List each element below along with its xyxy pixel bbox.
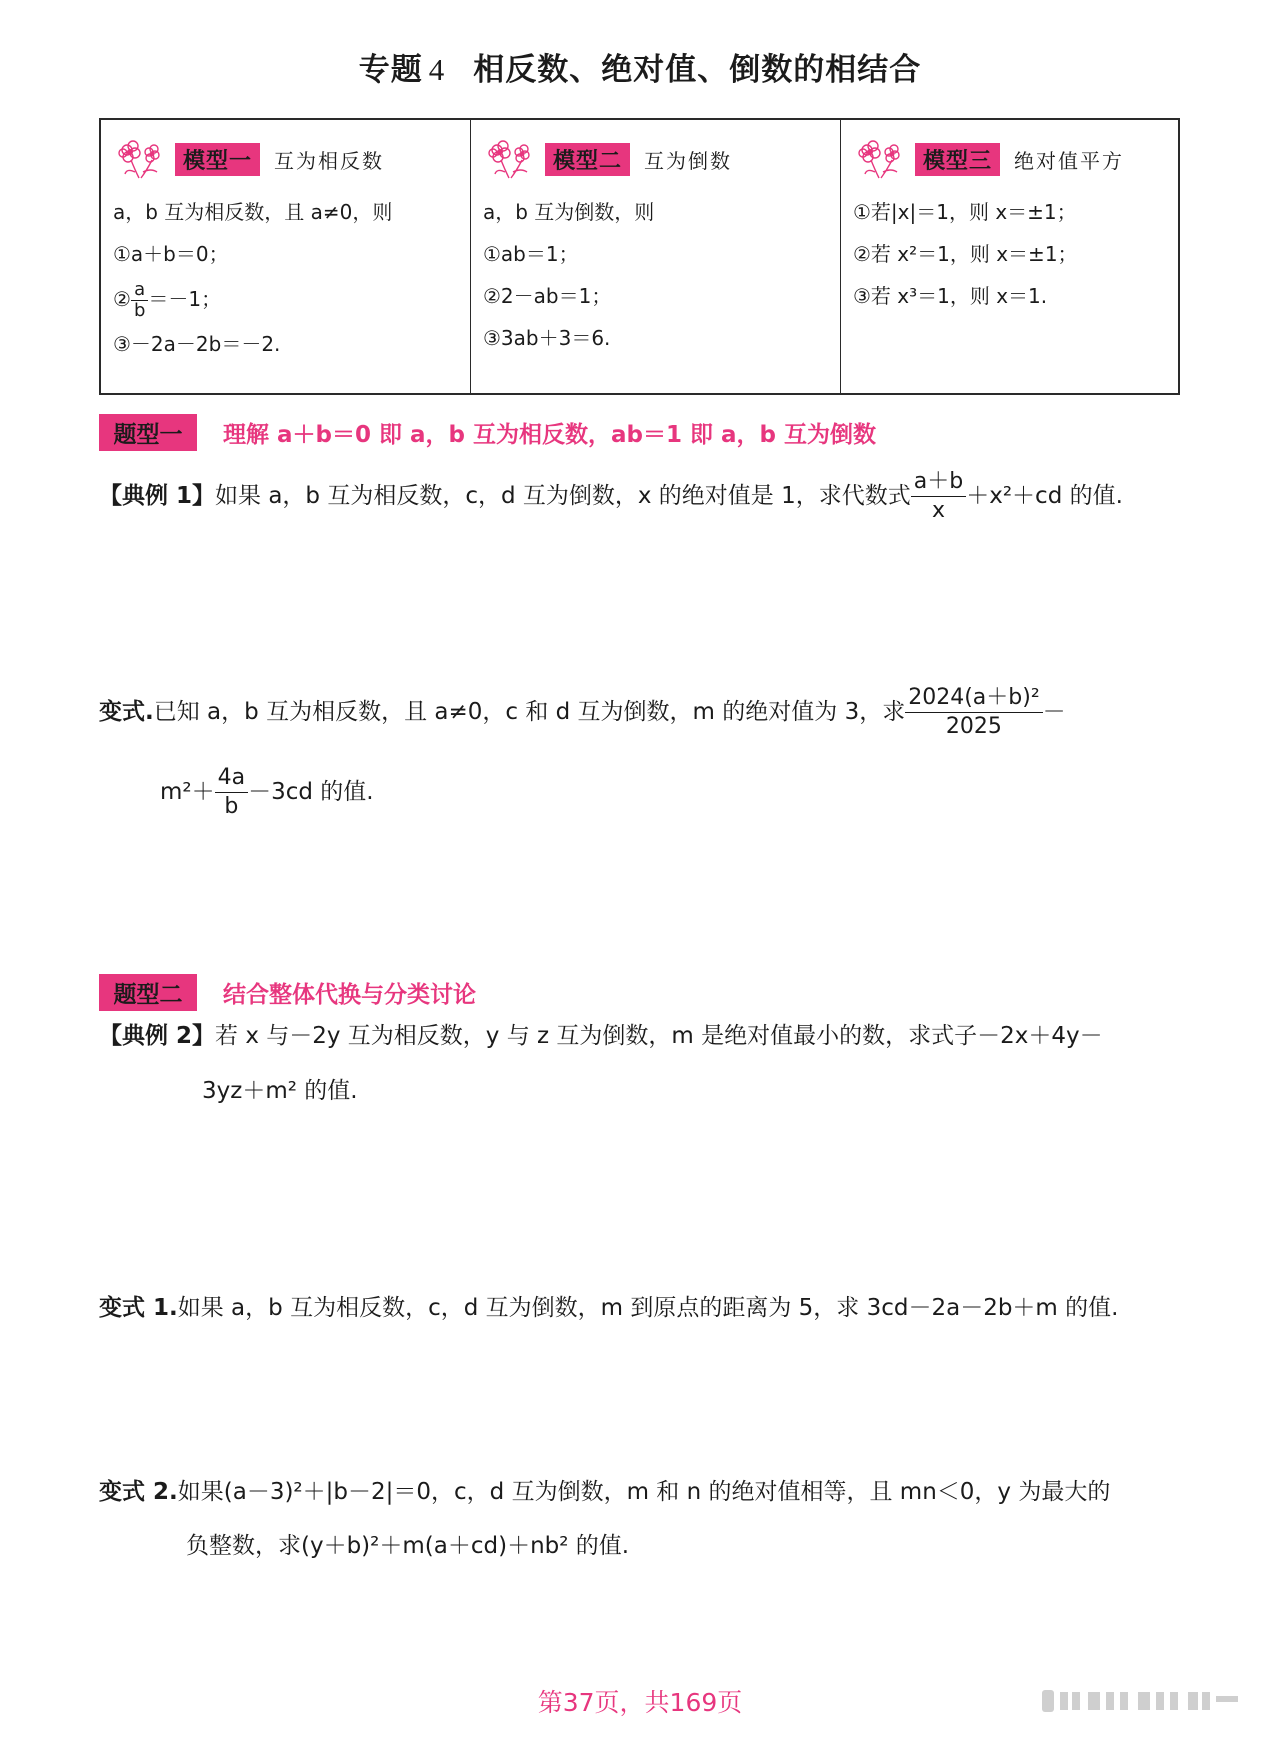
- section-two-text: 结合整体代换与分类讨论: [223, 982, 476, 1008]
- variant-one: [99, 684, 1184, 741]
- variant-two-one: [99, 1284, 1184, 1332]
- model-one-fraction: $\frac{a}{b}$: [131, 280, 148, 321]
- section-two-tag: 题型二: [99, 974, 197, 1011]
- model-two-line-3: ②2－ab＝1；: [483, 284, 612, 308]
- model-three-tag: 模型三: [915, 143, 1000, 176]
- variant-one-fraction-2: $\frac{4a}{b}$: [215, 764, 248, 821]
- title-text: 相反数、绝对值、倒数的相结合: [473, 52, 922, 88]
- section-heading-one: [99, 414, 876, 451]
- model-three-line-2: ②若 x²＝1，则 x＝±1；: [853, 242, 1078, 266]
- variant-one-fraction: $\frac{\text{2024(a＋b)²}}{2025}$: [905, 684, 1042, 741]
- example-two-line-2: 3yz＋m² 的值.: [202, 1078, 358, 1104]
- variant-two-two-label: 变式 2.: [99, 1479, 178, 1505]
- variant-two-two-line-2: 负整数，求(y＋b)²＋m(a＋cd)＋nb² 的值.: [186, 1533, 630, 1559]
- variant-one-tail: －: [1042, 699, 1066, 725]
- model-three-line-3: ③若 x³＝1，则 x＝1.: [853, 284, 1048, 308]
- example-one-fraction: $\frac{a+b}{x}$: [911, 468, 966, 525]
- section-one-text: 理解 a＋b＝0 即 a，b 互为相反数，ab＝1 即 a，b 互为倒数: [223, 422, 876, 448]
- model-two-line-1: a，b 互为倒数，则: [483, 200, 655, 224]
- flower-icon: [853, 138, 913, 180]
- example-one-text: 如果 a，b 互为相反数，c，d 互为倒数，x 的绝对值是 1，求代数式: [215, 483, 911, 509]
- model-one-subtitle: 互为相反数: [274, 148, 385, 173]
- model-summary-box: [99, 118, 1180, 395]
- model-two-subtitle: 互为倒数: [644, 148, 733, 173]
- page-title: [0, 44, 1280, 89]
- model-one-tag: 模型一: [175, 143, 260, 176]
- model-one-line-4: ③－2a－2b＝－2.: [113, 332, 281, 356]
- section-heading-two: [99, 974, 476, 1011]
- variant-one-text: 已知 a，b 互为相反数，且 a≠0，c 和 d 互为倒数，m 的绝对值为 3，求: [153, 699, 906, 725]
- example-one-label: 【典例 1】: [99, 483, 216, 509]
- flower-icon: [483, 138, 543, 180]
- title-number: 4: [428, 52, 446, 87]
- variant-two-two: [99, 1468, 1184, 1516]
- model-one-line-3: ② $\frac{a}{b}$ ＝－1；: [113, 279, 222, 321]
- section-one-tag: 题型一: [99, 414, 197, 451]
- model-three-line-1: ①若|x|＝1，则 x＝±1；: [853, 200, 1077, 224]
- variant-one-line-2: m²＋ $\frac{4a}{b}$ －3cd 的值.: [160, 765, 374, 819]
- variant-two-one-label: 变式 1.: [99, 1295, 178, 1321]
- example-one-tail: ＋x²＋cd 的值.: [966, 483, 1123, 509]
- model-two-line-2: ①ab＝1；: [483, 242, 579, 266]
- model-three-subtitle: 绝对值平方: [1014, 148, 1125, 173]
- example-two-line-1: 若 x 与－2y 互为相反数，y 与 z 互为倒数，m 是绝对值最小的数，求式子－2x＋4y－: [215, 1023, 1103, 1049]
- model-one-column: [101, 120, 471, 393]
- example-one: [99, 468, 1184, 525]
- model-three-column: [841, 120, 1178, 393]
- example-two: [99, 1012, 1184, 1060]
- model-one-line-1: a，b 互为相反数，且 a≠0，则: [113, 200, 393, 224]
- variant-two-one-text: 如果 a，b 互为相反数，c，d 互为倒数，m 到原点的距离为 5，求 3cd－2a－2b＋m 的值.: [177, 1295, 1119, 1321]
- model-two-line-4: ③3ab＋3＝6.: [483, 326, 611, 350]
- model-two-tag: 模型二: [545, 143, 630, 176]
- example-two-label: 【典例 2】: [99, 1023, 216, 1049]
- model-one-line-2: ①a＋b＝0；: [113, 242, 229, 266]
- variant-one-label: 变式.: [99, 699, 154, 725]
- page-counter: 第37页，共169页: [537, 1688, 743, 1717]
- model-two-column: [471, 120, 841, 393]
- page-thumbnail-icon[interactable]: [1042, 1686, 1242, 1716]
- variant-two-two-line-1: 如果(a－3)²＋|b－2|＝0，c，d 互为倒数，m 和 n 的绝对值相等，且 mn＜0，y 为最大的: [177, 1479, 1111, 1505]
- flower-icon: [113, 138, 173, 180]
- title-prefix: 专题: [358, 52, 423, 88]
